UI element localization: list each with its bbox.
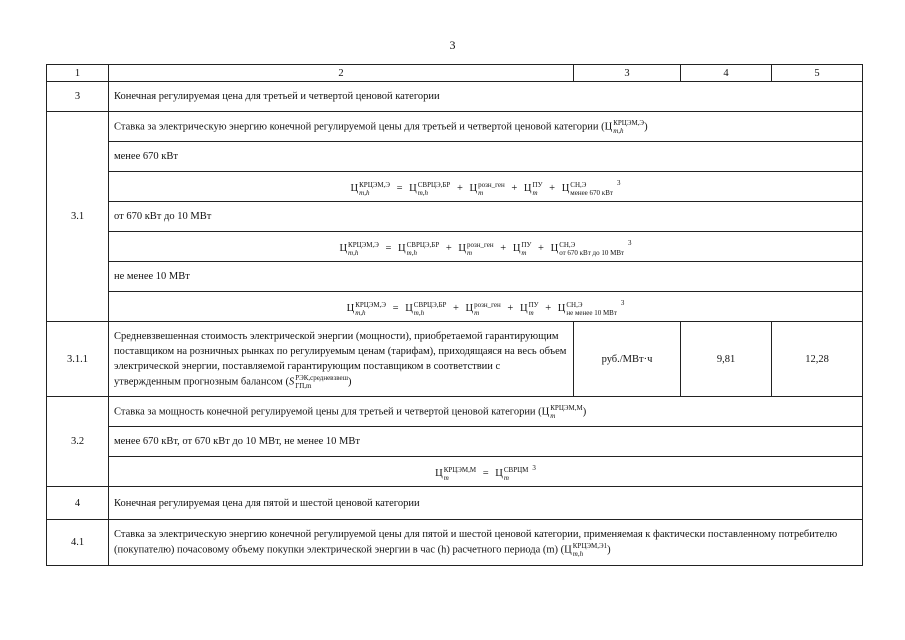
row-3-2-band [47,427,863,457]
row-3-1-formula-3 [47,292,863,322]
equals-sign: = [396,183,403,195]
row-number: 3 [47,82,109,112]
formula-sup: ПУ [521,240,532,249]
formula-sub: m [478,188,484,197]
row-text: Конечная регулируемая цена для третьей и четвертой ценовой категории [109,82,863,112]
formula-sup: СВРЦЭ,БР [413,300,447,309]
formula-sup: СВРЦМ [503,465,529,474]
row-3-1-band-2 [47,202,863,232]
tariff-table [46,64,863,566]
row-text [109,322,574,397]
price-symbol: Ц [398,243,406,255]
formula-sup: розн_ген [478,180,505,189]
title-sup: КРЦЭМ,Э [613,118,645,127]
formula-sub: m,h [406,248,417,257]
row-3-1-title [47,112,863,142]
formula-sup: ПУ [528,300,539,309]
equals-sign: = [482,468,489,480]
row-number: 3.1.1 [47,322,109,397]
price-symbol: Ц [339,243,348,255]
price-symbol: Ц [557,303,566,315]
footnote-mark: 3 [532,464,536,473]
row-text: Конечная регулируемая цена для пятой и шестой ценовой категории [109,487,863,520]
formula-sub: m [532,188,538,197]
row-3 [47,82,863,112]
row-3-1-1 [47,322,863,397]
title-sup: КРЦЭМ,М [550,403,583,412]
formula-sup: СН,Э [566,300,583,309]
price-symbol: Ц [550,243,559,255]
formula-sub: менее 670 кВт [570,188,613,197]
balance-symbol: S [288,375,295,387]
formula-sub: не менее 10 МВт [566,308,617,317]
row-text-body: Средневзвешенная стоимость электрической энергии (мощности), приобретаемой гарантирующим поставщиком на розничных рынках по регулируемым ценам (тарифам), приходящаяся на весь объем электрической энергии, поставляемой гарантирующим поставщиком в соответствии с утвержденным прогнозным балансом ( [114,330,567,387]
plus-sign: + [538,243,544,255]
header-col-1: 1 [47,65,109,82]
header-col-4: 4 [681,65,772,82]
formula-sub: m,h [355,308,366,317]
formula-sub: от 670 кВт до 10 МВт [559,248,625,257]
row-3-1-formula-1 [47,172,863,202]
equals-sign: = [385,243,392,255]
formula-sup: СН,Э [570,180,587,189]
row-number: 3.2 [47,397,109,487]
header-col-2: 2 [109,65,574,82]
title-text: Ставка за мощность конечной регулируемой цены для третьей и четвертой ценовой категории (Ц [114,405,550,417]
equals-sign: = [392,303,399,315]
formula-sub: m,h [359,188,370,197]
formula-sup: КРЦЭМ,Э [359,180,390,189]
row-text [109,397,863,427]
title-sub: m,h [613,126,624,135]
price-symbol: Ц [495,468,503,480]
plus-sign: + [511,183,518,195]
price-symbol: Ц [561,183,570,195]
formula-sub: m,h [348,248,359,257]
plus-sign: + [507,303,514,315]
formula-sub: m,h [413,308,425,317]
formula-sup: розн_ген [466,240,494,249]
price-symbol: Ц [512,243,521,255]
row-3-1-band-1 [47,142,863,172]
row-number: 4 [47,487,109,520]
price-symbol: Ц [469,183,478,195]
footnote-mark: 3 [616,179,621,188]
row-text-end: ) [607,544,611,556]
row-sup: КРЦЭМ,Э1 [572,542,608,550]
header-col-3: 3 [574,65,681,82]
formula-sub: m [503,473,509,482]
formula-sub: m,h [417,188,429,197]
formula-sup: КРЦЭМ,Э [348,240,379,249]
plus-sign: + [445,243,452,255]
row-number: 4.1 [47,520,109,566]
formula-energy-2 [109,232,863,262]
header-row [47,65,863,82]
formula-sub: m [443,473,449,482]
price-symbol: Ц [409,183,417,195]
plus-sign: + [500,243,507,255]
row-4-1 [47,520,863,566]
row-text [109,520,863,566]
header-col-5: 5 [772,65,863,82]
title-end: ) [582,405,587,417]
formula-sup: розн_ген [474,300,501,309]
price-symbol: Ц [346,303,355,315]
row-3-1-formula-2 [47,232,863,262]
unit-cell: руб./МВт·ч [574,322,681,397]
formula-energy-3 [109,292,863,322]
formula-capacity [109,457,863,487]
band-label: менее 670 кВт [109,142,863,172]
price-symbol: Ц [435,468,443,480]
price-symbol: Ц [405,303,413,315]
formula-sub: m [528,308,534,317]
formula-sub: m [474,308,480,317]
formula-sup: ПУ [532,180,543,189]
footnote-mark: 3 [628,239,632,248]
row-text [109,112,863,142]
row-text-body: Ставка за электрическую энергию конечной регулируемой цены для пятой и шестой ценовой категории, применяемая к фактически поставленному потребителю (покупателю) почасовому объему покупки электрической энергии в час (h) расчетного периода (m) (Ц [114,529,838,556]
formula-sup: КРЦЭМ,М [443,465,477,474]
row-3-2-formula [47,457,863,487]
formula-sup: СВРЦЭ,БР [417,180,451,189]
band-label: менее 670 кВт, от 670 кВт до 10 МВт, не менее 10 МВт [109,427,863,457]
price-symbol: Ц [458,243,466,255]
plus-sign: + [545,303,552,315]
plus-sign: + [456,183,463,195]
band-label: от 670 кВт до 10 МВт [109,202,863,232]
formula-sub: m [466,248,473,257]
formula-sup: СВРЦЭ,БР [406,240,440,249]
value-col-4: 9,81 [681,322,772,397]
row-3-1-band-3 [47,262,863,292]
band-label: не менее 10 МВт [109,262,863,292]
row-sub: m,h [572,550,584,558]
page-number: 3 [449,38,456,52]
plus-sign: + [453,303,459,315]
formula-sub: m [521,248,527,257]
price-symbol: Ц [519,303,528,315]
row-3-2-title [47,397,863,427]
price-symbol: Ц [523,183,532,195]
formula-sup: СН,Э [559,240,576,249]
title-end: ) [644,120,648,132]
price-symbol: Ц [465,303,474,315]
title-sub: m [550,411,556,420]
price-symbol: Ц [350,183,359,195]
title-text: Ставка за электрическую энергию конечной регулируемой цены для третьей и четвертой ценовой категории (Ц [114,120,613,132]
formula-sup: КРЦЭМ,Э [355,300,387,309]
row-4 [47,487,863,520]
plus-sign: + [549,183,556,195]
value-col-5: 12,28 [772,322,863,397]
balance-sup: РЭК,средневзвеш [295,373,349,382]
row-text-end: ) [348,375,352,387]
row-number: 3.1 [47,112,109,322]
formula-energy-1 [109,172,863,202]
balance-sub: ГП,m [295,381,312,390]
footnote-mark: 3 [620,299,625,308]
